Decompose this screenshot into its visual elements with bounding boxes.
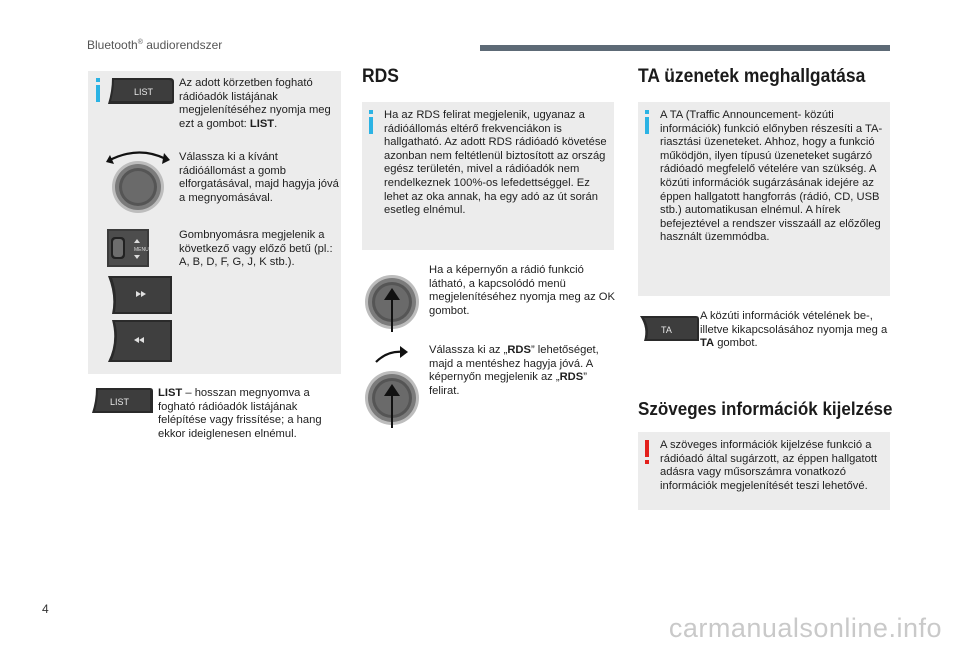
ta-button-image: [638, 314, 700, 344]
left-step2-text: Válassza ki a kívánt rádióállomást a gomb elforgatásával, majd hagyja jóvá a megnyomásával.: [179, 151, 339, 204]
left-step1-text: Az adott körzetben fogható rádióadók listájának megjelenítéséhez nyomja meg ezt a gombot: LIST.: [179, 77, 331, 130]
next-button-image: [106, 272, 176, 316]
ta-title: TA üzenetek meghallgatása: [638, 66, 866, 87]
header-title: Bluetooth® audiorendszer: [87, 38, 223, 52]
rotary-knob-rotate-image: [104, 143, 172, 215]
menu-button-label: MENU: [134, 247, 149, 253]
ta-button-label: TA: [661, 325, 672, 335]
list-button-label: LIST: [134, 87, 154, 97]
rds-step2-text: Válassza ki az „RDS” lehetőséget, majd a mentéshez hagyja jóvá. A képernyőn megjelenik az „RDS” felirat.: [429, 344, 599, 397]
rds-note-text: Ha az RDS felirat megjelenik, ugyanaz a rádióállomás eltérő frekvenciákon is hallgatható. Az adott RDS rádióadó követése azonban nem feltétlenül biztosított az ország egész területén, mivel a rádióadók nem rendelkeznek 100%-os lefedettséggel. Ez lehet az oka annak, ha egy adó az út során esetleg elnémul.: [384, 109, 607, 217]
page-number: 4: [42, 602, 49, 616]
watermark: carmanualsonline.info: [668, 613, 942, 643]
ok-knob-press-image: [358, 270, 426, 334]
list-button-image: [106, 76, 176, 106]
text-info-title: Szöveges információk kijelzése: [638, 398, 893, 419]
header-bar: [480, 45, 890, 51]
rds-title: RDS: [362, 66, 399, 87]
ta-step-text: A közúti információk vételének be-, illetve kikapcsolásához nyomja meg a TA gombot.: [700, 310, 888, 350]
list-button-long-label: LIST: [110, 397, 130, 407]
rotary-knob-select-image: [358, 342, 426, 432]
list-button-long-image: [90, 386, 154, 416]
menu-button-image: [107, 229, 149, 267]
rds-step1-text: Ha a képernyőn a rádió funkció látható, a kapcsolódó menü megjelenítéséhez nyomja meg az OK gombot.: [429, 264, 615, 317]
left-step3-text: Gombnyomásra megjelenik a következő vagy előző betű (pl.: A, B, D, F, G, J, K stb.).: [179, 229, 333, 269]
text-info-note-text: A szöveges információk kijelzése funkció a rádióadó által sugárzott, az éppen hallgatott adásra vagy műsorszámra vonatkozó információk megjelenítését teszi lehetővé.: [660, 439, 878, 492]
ta-note-text: A TA (Traffic Announcement- közúti információk) funkció előnyben részesíti a TA-riasztási üzeneteket. Ahhoz, hogy a funkció működjön, ilyen típusú üzeneteket sugárzó rádióadó megfelelő vételére van szükség. A közúti információk sugárzásának idejére az éppen hallgatott hangforrás (rádió, CD, USB stb.) automatikusan elnémul. A hírek befejeztével a rendszer visszaáll az előzőleg használt üzemmódba.: [660, 109, 883, 244]
previous-button-image: [106, 318, 176, 366]
left-list-long-text: LIST – hosszan megnyomva a fogható rádióadók listájának felépítése vagy frissítése; a hang ekkor ideiglenesen elnémul.: [158, 387, 322, 440]
